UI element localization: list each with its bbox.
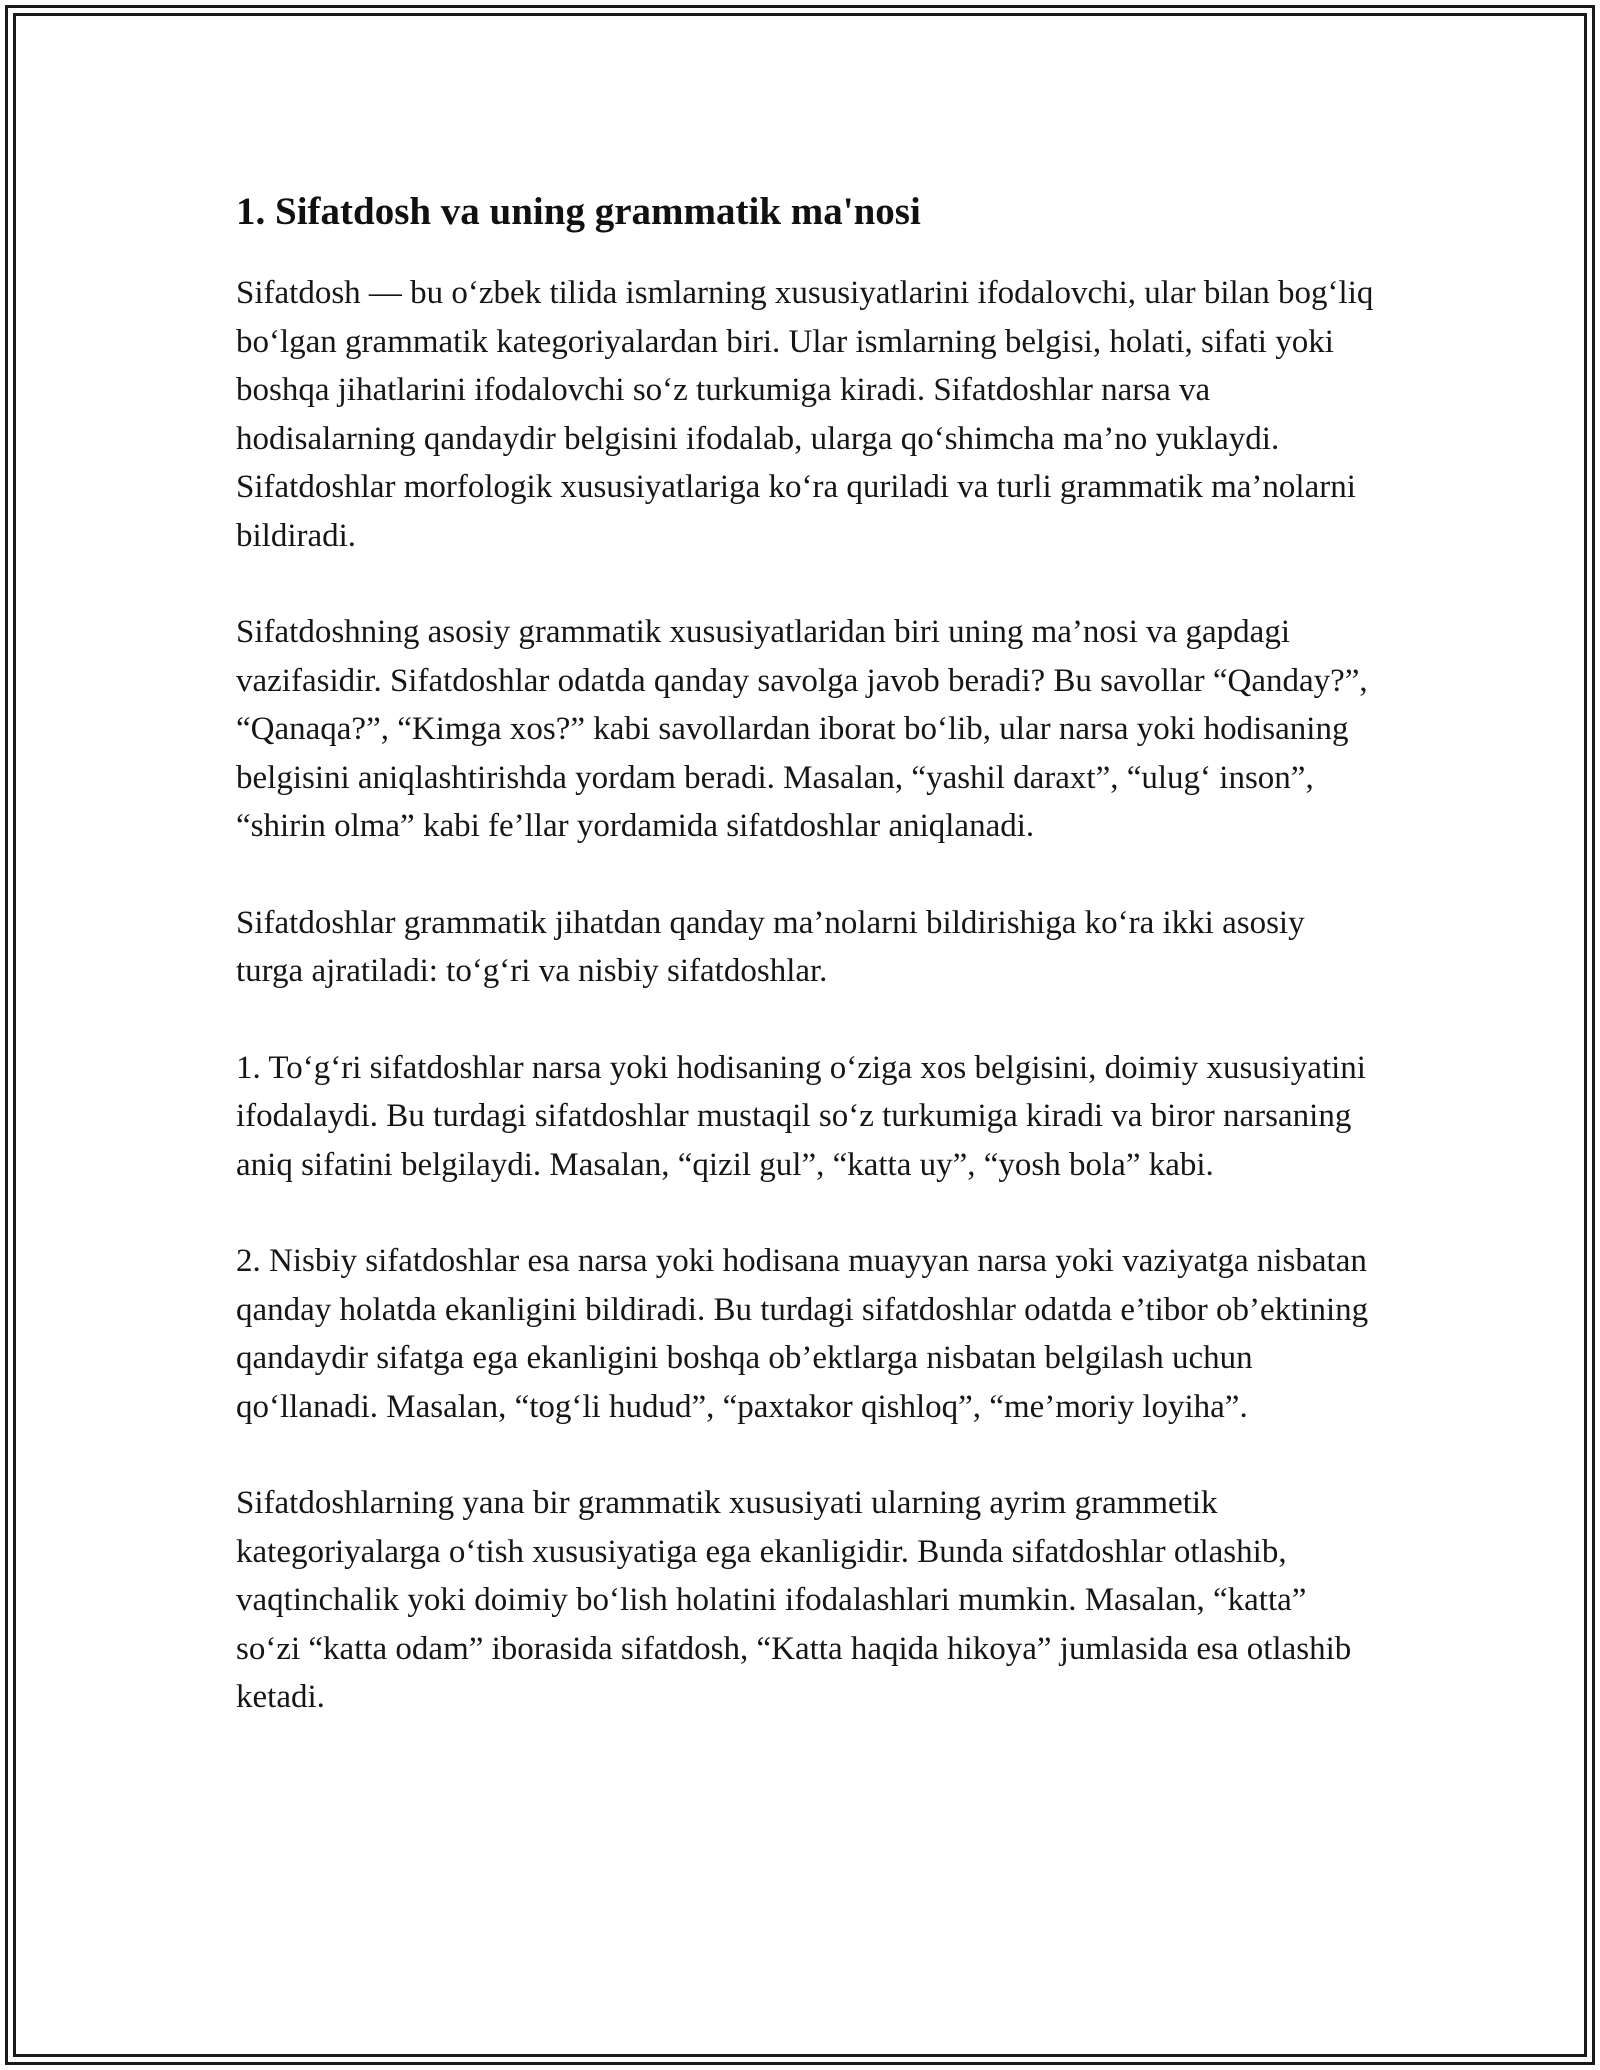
section-heading: 1. Sifatdosh va uning grammatik ma'nosi xyxy=(236,190,921,233)
paragraph-definition: Sifatdosh — bu o‘zbek tilida ismlarning xususiyatlarini ifodalovchi, ular bilan bog‘liq bo‘lgan grammatik kategoriyalardan biri. Ular ismlarning belgisi, holati, sifati yoki boshqa jihatlarini ifodalovchi so‘z turkumiga kiradi. Sifatdoshlar narsa va hodisalarning qandaydir belgisini ifodalab, ularga qo‘shimcha ma’no yuklaydi. Sifatdoshlar morfologik xususiyatlariga ko‘ra quriladi va turli grammatik ma’nolarni bildiradi. xyxy=(236,275,1374,554)
paragraph-grammatical-features: Sifatdoshning asosiy grammatik xususiyatlaridan biri uning ma’nosi va gapdagi vazifasidir. Sifatdoshlar odatda qanday savolga javob beradi? Bu savollar “Qanday?”, “Qanaqa?”, “Kimga xos?” kabi savollardan iborat bo‘lib, ular narsa yoki hodisaning belgisini aniqlashtirishda yordam beradi. Masalan, “yashil daraxt”, “ulug‘ inson”, “shirin olma” kabi fe’llar yordamida sifatdoshlar aniqlanadi. xyxy=(236,614,1368,844)
paragraph-type-relative: 2. Nisbiy sifatdoshlar esa narsa yoki hodisana muayyan narsa yoki vaziyatga nisbatan qanday holatda ekanligini bildiradi. Bu turdagi sifatdoshlar odatda e’tibor ob’ektining qandaydir sifatga ega ekanligini boshqa ob’ektlarga nisbatan belgilash uchun qo‘llanadi. Masalan, “tog‘li hudud”, “paxtakor qishloq”, “me’moriy loyiha”. xyxy=(236,1243,1369,1425)
paragraph-types-intro: Sifatdoshlar grammatik jihatdan qanday ma’nolarni bildirishiga ko‘ra ikki asosiy turga ajratiladi: to‘g‘ri va nisbiy sifatdoshlar. xyxy=(236,904,1305,989)
document-body xyxy=(236,186,1376,1770)
paragraph-substantivization: Sifatdoshlarning yana bir grammatik xususiyati ularning ayrim grammetik kategoriyalarga o‘tish xususiyatiga ega ekanligidir. Bunda sifatdoshlar otlashib, vaqtinchalik yoki doimiy bo‘lish holatini ifodalashlari mumkin. Masalan, “katta” so‘zi “katta odam” iborasida sifatdosh, “Katta haqida hikoya” jumlasida esa otlashib ketadi. xyxy=(236,1485,1352,1715)
paragraph-type-direct: 1. To‘g‘ri sifatdoshlar narsa yoki hodisaning o‘ziga xos belgisini, doimiy xususiyatini ifodalaydi. Bu turdagi sifatdoshlar mustaqil so‘z turkumiga kiradi va biror narsaning aniq sifatini belgilaydi. Masalan, “qizil gul”, “katta uy”, “yosh bola” kabi. xyxy=(236,1049,1366,1183)
